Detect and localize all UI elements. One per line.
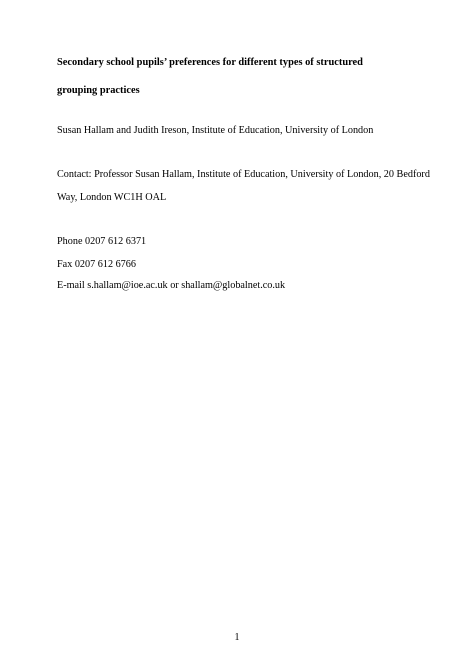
page-number: 1 <box>234 632 240 643</box>
contact-line-1: Contact: Professor Susan Hallam, Institute of Education, University of London, 20 Bedford <box>57 169 430 180</box>
author-line: Susan Hallam and Judith Ireson, Institute of Education, University of London <box>57 125 374 136</box>
fax-line: Fax 0207 612 6766 <box>57 259 136 270</box>
contact-line-2: Way, London WC1H OAL <box>57 192 167 203</box>
title-line-1: Secondary school pupils’ preferences for different types of structured <box>57 57 363 68</box>
email-line: E-mail s.hallam@ioe.ac.uk or shallam@globalnet.co.uk <box>57 280 286 291</box>
phone-line: Phone 0207 612 6371 <box>57 236 147 247</box>
title-line-2: grouping practices <box>57 85 140 96</box>
